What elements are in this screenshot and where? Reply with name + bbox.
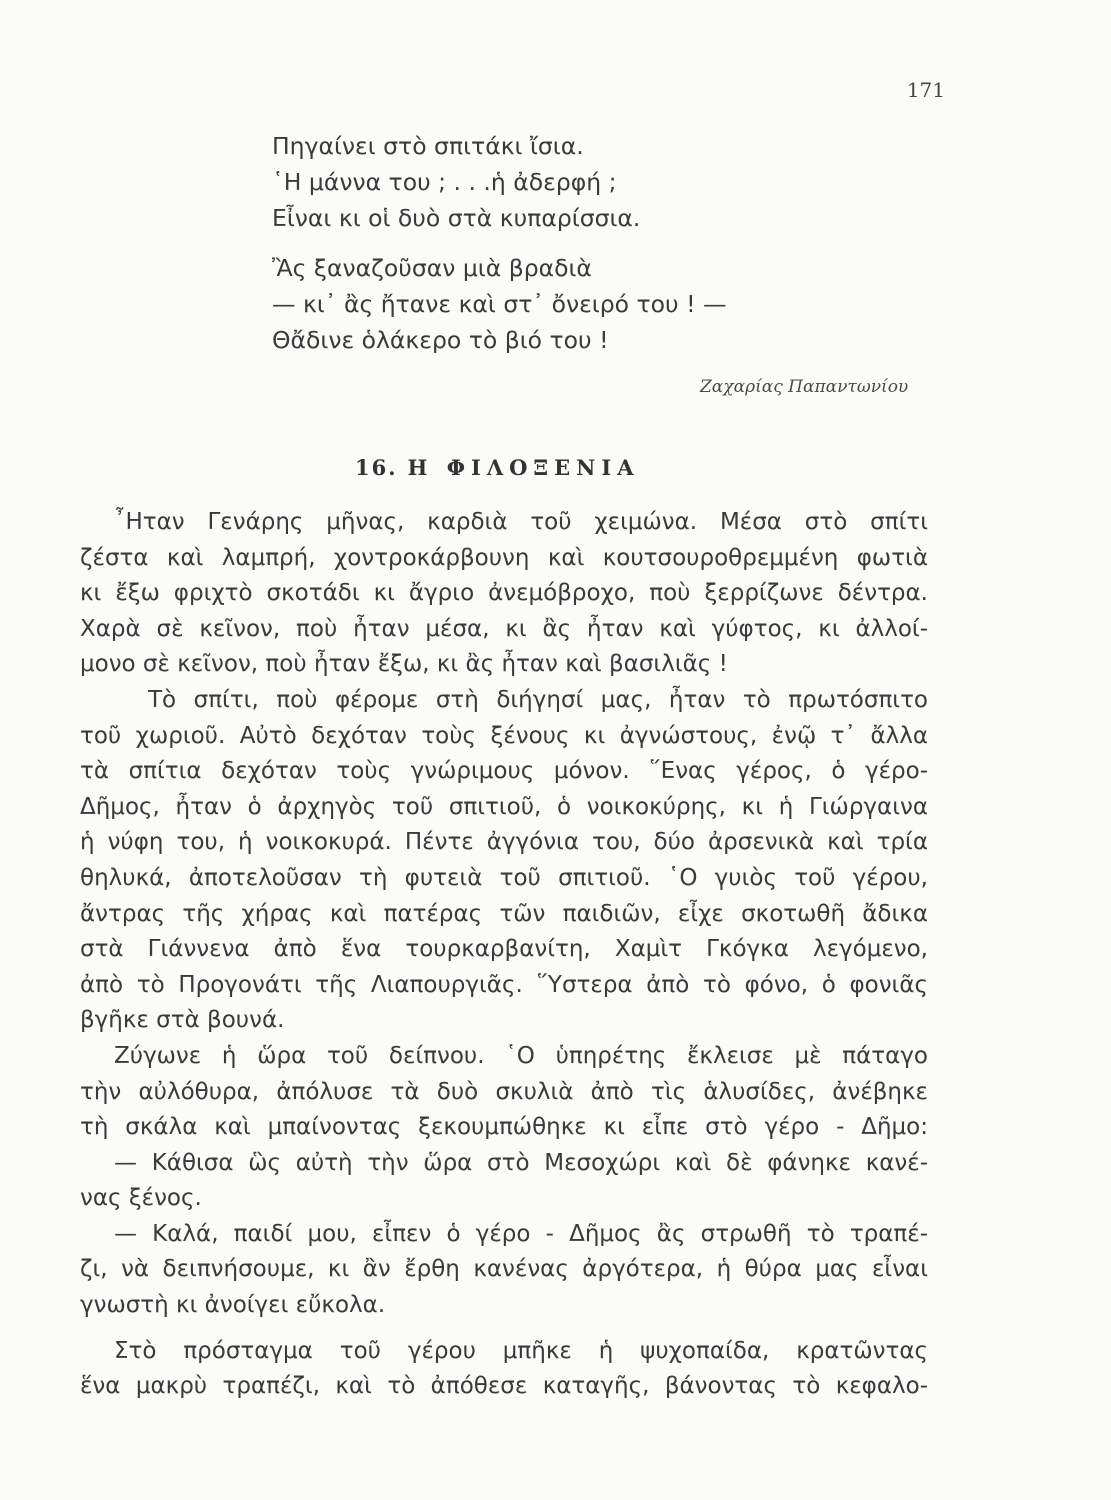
- poem: [272, 128, 792, 372]
- prose-line: ἕνα μακρὺ τραπέζι, καὶ τὸ ἀπόθεσε καταγῆς, βάνοντας τὸ κεφαλο-: [80, 1373, 928, 1400]
- prose-body: [80, 505, 928, 1405]
- prose-line: βγῆκε στὰ βουνά.: [80, 1007, 285, 1034]
- prose-line: Στὸ πρόσταγμα τοῦ γέρου μπῆκε ἡ ψυχοπαίδα, κρατῶντας: [114, 1337, 928, 1364]
- prose-line: Ζύγωνε ἡ ὥρα τοῦ δείπνου. ῾Ο ὑπηρέτης ἔκλεισε μὲ πάταγο: [114, 1042, 928, 1069]
- chapter-number: 16.: [355, 455, 398, 480]
- poem-line: — κι᾿ ἂς ἤτανε καὶ στ᾿ ὄνειρό του ! —: [272, 290, 727, 318]
- prose-line: τὰ σπίτια δεχόταν τοὺς γνώριμους μόνον. ῞Ενας γέρος, ὁ γέρο-: [80, 758, 928, 785]
- prose-line: — Καλά, παιδί μου, εἶπεν ὁ γέρο - Δῆμος ἂς στρωθῆ τὸ τραπέ-: [114, 1220, 928, 1247]
- prose-line: Τὸ σπίτι, ποὺ φέρομε στὴ διήγησί μας, ἦταν τὸ πρωτόσπιτο: [148, 686, 928, 713]
- prose-line: θηλυκά, ἀποτελοῦσαν τὴ φυτειὰ τοῦ σπιτιοῦ. ῾Ο γυιὸς τοῦ γέρου,: [80, 864, 928, 891]
- prose-line: — Κάθισα ὣς αὐτὴ τὴν ὥρα στὸ Μεσοχώρι καὶ δὲ φάνηκε κανέ-: [114, 1149, 928, 1176]
- chapter-title: Η ΦΙΛΟΞΕΝΙΑ: [407, 455, 640, 480]
- prose-line: κι ἔξω φριχτὸ σκοτάδι κι ἄγριο ἀνεμόβροχο, ποὺ ξερρίζωνε δέντρα.: [80, 580, 928, 607]
- poem-line: Πηγαίνει στὸ σπιτάκι ἴσια.: [272, 132, 584, 160]
- prose-line: γνωστὴ κι ἀνοίγει εὔκολα.: [80, 1292, 386, 1319]
- prose-line: νας ξένος.: [80, 1185, 202, 1212]
- page-number: 171: [906, 78, 945, 102]
- chapter-heading: [355, 455, 640, 480]
- prose-line: τὴν αὐλόθυρα, ἀπόλυσε τὰ δυὸ σκυλιὰ ἀπὸ τὶς ἁλυσίδες, ἀνέβηκε: [80, 1078, 928, 1105]
- prose-line: τοῦ χωριοῦ. Αὐτὸ δεχόταν τοὺς ξένους κι ἀγνώστους, ἐνῷ τ᾿ ἄλλα: [80, 722, 928, 749]
- prose-line: ἡ νύφη του, ἡ νοικοκυρά. Πέντε ἀγγόνια του, δύο ἀρσενικὰ καὶ τρία: [80, 829, 928, 856]
- prose-line: Δῆμος, ἦταν ὁ ἀρχηγὸς τοῦ σπιτιοῦ, ὁ νοικοκύρης, κι ἡ Γιώργαινα: [80, 793, 928, 820]
- prose-line: Χαρὰ σὲ κεῖνον, ποὺ ἦταν μέσα, κι ἂς ἦταν καὶ γύφτος, κι ἀλλοί-: [80, 615, 928, 642]
- poem-line: Θἄδινε ὁλάκερο τὸ βιό του !: [272, 326, 609, 354]
- prose-line: ζι, νὰ δειπνήσουμε, κι ἂν ἔρθη κανένας ἀργότερα, ἡ θύρα μας εἶναι: [80, 1256, 928, 1283]
- poem-line: Εἶναι κι οἱ δυὸ στὰ κυπαρίσσια.: [272, 204, 641, 232]
- poem-stanza-2: [272, 250, 792, 358]
- poem-author: Ζαχαρίας Παπαντωνίου: [700, 377, 909, 397]
- prose-line: στὰ Γιάννενα ἀπὸ ἕνα τουρκαρβανίτη, Χαμὶτ Γκόγκα λεγόμενο,: [80, 936, 928, 963]
- prose-line: ῏Ηταν Γενάρης μῆνας, καρδιὰ τοῦ χειμώνα. Μέσα στὸ σπίτι: [114, 509, 928, 535]
- prose-line: ζέστα καὶ λαμπρή, χοντροκάρβουνη καὶ κουτσουροθρεμμένη φωτιὰ: [80, 544, 928, 571]
- prose-line: ἄντρας τῆς χήρας καὶ πατέρας τῶν παιδιῶν, εἶχε σκοτωθῆ ἄδικα: [80, 900, 928, 927]
- prose-line: μονο σὲ κεῖνον, ποὺ ἦταν ἔξω, κι ἂς ἦταν καὶ βασιλιᾶς !: [80, 651, 728, 678]
- poem-line: ῾Η μάννα του ; . . .ἡ ἀδερφή ;: [272, 168, 617, 196]
- prose-line: τὴ σκάλα καὶ μπαίνοντας ξεκουμπώθηκε κι εἶπε στὸ γέρο - Δῆμο:: [80, 1114, 928, 1141]
- poem-line: Ἂς ξαναζοῦσαν μιὰ βραδιὰ: [272, 254, 592, 282]
- poem-stanza-1: [272, 128, 792, 236]
- prose-line: ἀπὸ τὸ Προγονάτι τῆς Λιαπουργιᾶς. ῞Υστερα ἀπὸ τὸ φόνο, ὁ φονιᾶς: [80, 971, 928, 998]
